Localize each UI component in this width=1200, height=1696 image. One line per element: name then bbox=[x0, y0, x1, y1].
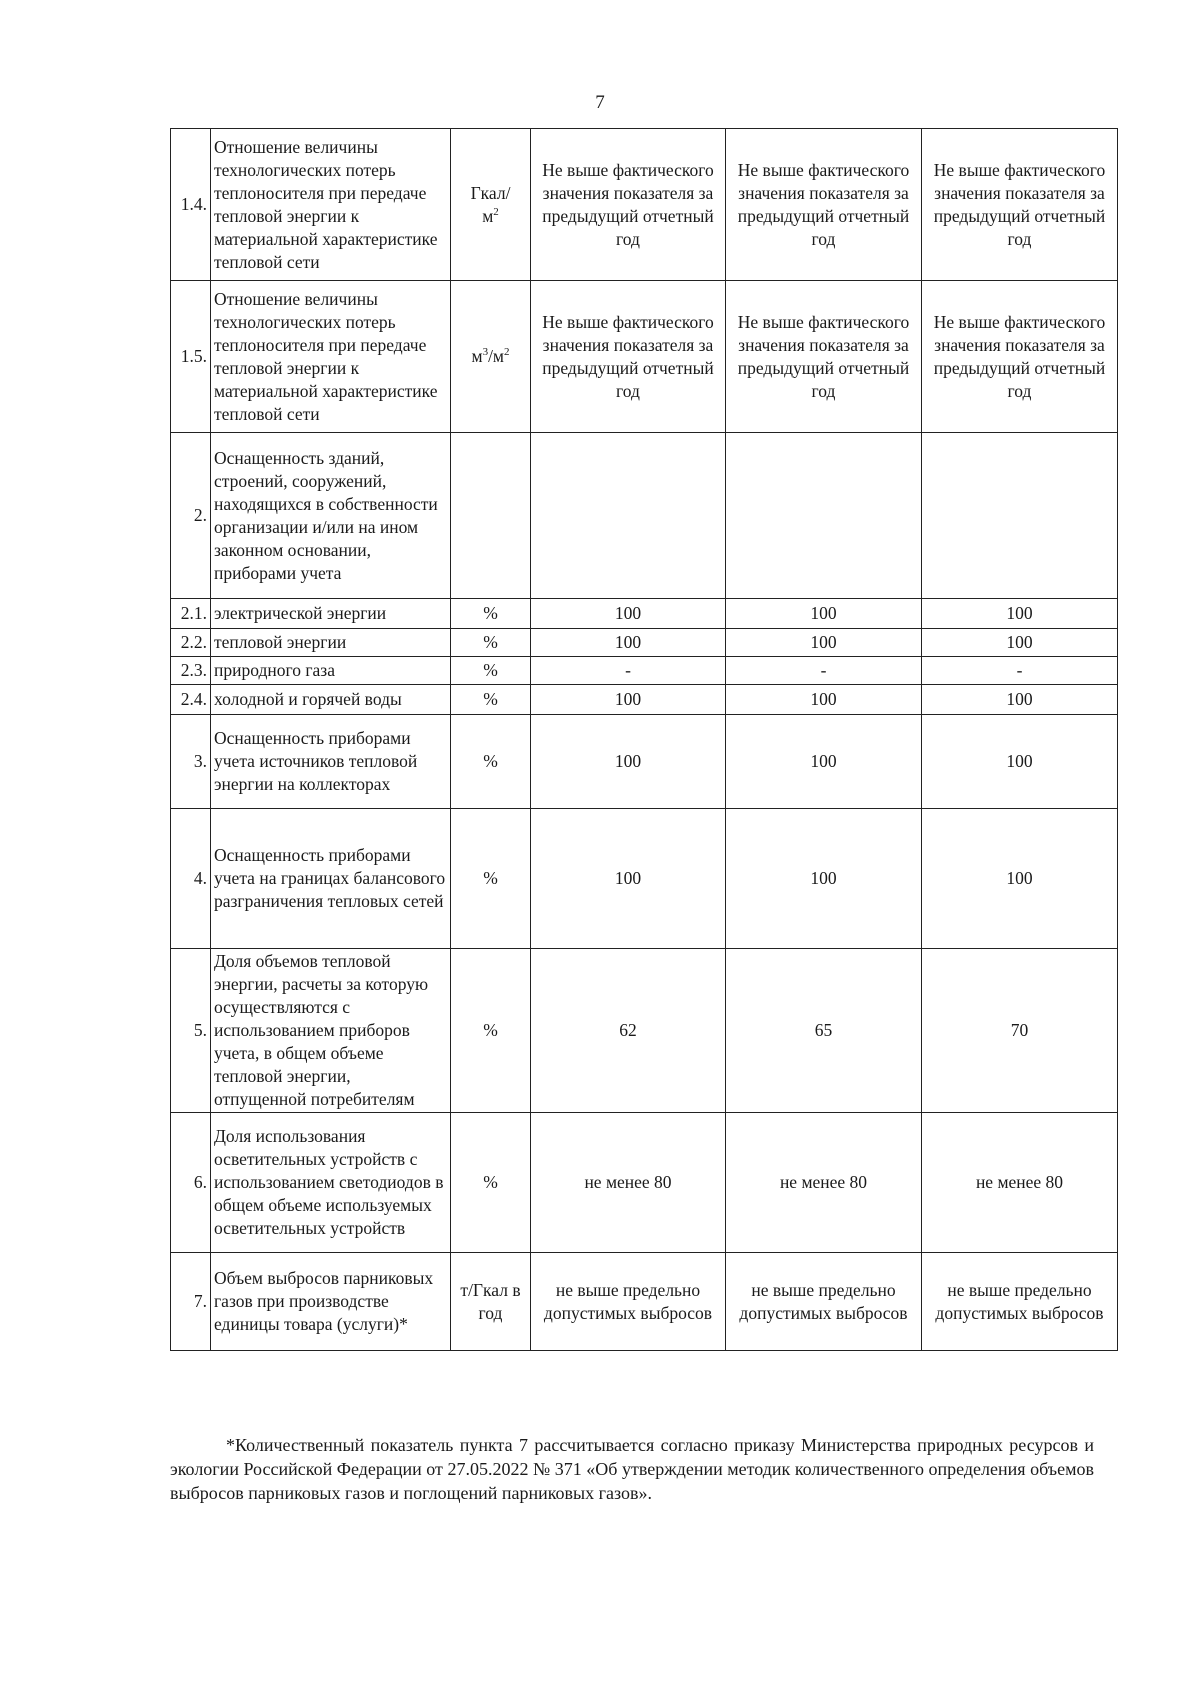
table-row bbox=[171, 685, 1118, 715]
value-year-1: 62 bbox=[531, 949, 726, 1113]
value-year-2: 100 bbox=[726, 629, 922, 657]
table-row bbox=[171, 1253, 1118, 1351]
value-year-3: 100 bbox=[922, 685, 1118, 715]
value-year-3: 70 bbox=[922, 949, 1118, 1113]
value-year-1: 100 bbox=[531, 809, 726, 949]
row-number: 2. bbox=[171, 433, 211, 599]
value-year-2: Не выше фактического значения показателя за предыдущий отчетный год bbox=[726, 281, 922, 433]
indicator-name: Отношение величины технологических потерь теплоносителя при передаче тепловой энергии к материальной характеристике тепловой сети bbox=[211, 281, 451, 433]
table-row bbox=[171, 1113, 1118, 1253]
value-year-1: - bbox=[531, 657, 726, 685]
value-year-2: 100 bbox=[726, 599, 922, 629]
table-row bbox=[171, 715, 1118, 809]
row-number: 2.1. bbox=[171, 599, 211, 629]
unit-cell: % bbox=[451, 1113, 531, 1253]
unit-cell bbox=[451, 281, 531, 433]
unit-cell: т/Гкал в год bbox=[451, 1253, 531, 1351]
row-number: 3. bbox=[171, 715, 211, 809]
table-row bbox=[171, 599, 1118, 629]
indicator-name: Оснащенность зданий, строений, сооружений, находящихся в собственности организации и/или на ином законном основании, приборами учета bbox=[211, 433, 451, 599]
value-year-3: Не выше фактического значения показателя за предыдущий отчетный год bbox=[922, 129, 1118, 281]
value-year-1 bbox=[531, 433, 726, 599]
table-row bbox=[171, 281, 1118, 433]
value-year-3: - bbox=[922, 657, 1118, 685]
value-year-3: не менее 80 bbox=[922, 1113, 1118, 1253]
value-year-2: Не выше фактического значения показателя за предыдущий отчетный год bbox=[726, 129, 922, 281]
unit-cell: % bbox=[451, 657, 531, 685]
value-year-1: не менее 80 bbox=[531, 1113, 726, 1253]
table-row bbox=[171, 657, 1118, 685]
value-year-3: не выше предельно допустимых выбросов bbox=[922, 1253, 1118, 1351]
value-year-3: 100 bbox=[922, 599, 1118, 629]
row-number: 5. bbox=[171, 949, 211, 1113]
value-year-2 bbox=[726, 433, 922, 599]
value-year-3: Не выше фактического значения показателя за предыдущий отчетный год bbox=[922, 281, 1118, 433]
table-row bbox=[171, 809, 1118, 949]
unit-superscript: 2 bbox=[504, 346, 510, 359]
value-year-2: 100 bbox=[726, 685, 922, 715]
unit-cell: % bbox=[451, 715, 531, 809]
row-number: 1.5. bbox=[171, 281, 211, 433]
value-year-2: не менее 80 bbox=[726, 1113, 922, 1253]
value-year-3: 100 bbox=[922, 629, 1118, 657]
value-year-1: не выше предельно допустимых выбросов bbox=[531, 1253, 726, 1351]
value-year-2: 100 bbox=[726, 809, 922, 949]
indicator-name: Оснащенность приборами учета на границах балансового разграничения тепловых сетей bbox=[211, 809, 451, 949]
table-row bbox=[171, 629, 1118, 657]
value-year-3 bbox=[922, 433, 1118, 599]
unit-cell bbox=[451, 129, 531, 281]
value-year-1: Не выше фактического значения показателя за предыдущий отчетный год bbox=[531, 129, 726, 281]
page-number: 7 bbox=[595, 92, 605, 113]
row-number: 6. bbox=[171, 1113, 211, 1253]
indicator-name: Доля использования осветительных устройств с использованием светодиодов в общем объеме используемых осветительных устройств bbox=[211, 1113, 451, 1253]
value-year-1: 100 bbox=[531, 715, 726, 809]
value-year-2: - bbox=[726, 657, 922, 685]
unit-text: /м bbox=[488, 346, 504, 366]
footnote: *Количественный показатель пункта 7 рассчитывается согласно приказу Министерства природных ресурсов и экологии Российской Федерации от 27.05.2022 № 371 «Об утверждении методик количественного определения объемов выбросов парниковых газов и поглощений парниковых газов». bbox=[170, 1435, 1094, 1503]
indicators-table bbox=[170, 128, 1118, 1351]
unit-cell bbox=[451, 433, 531, 599]
value-year-3: 100 bbox=[922, 809, 1118, 949]
indicator-name: холодной и горячей воды bbox=[211, 685, 451, 715]
unit-cell: % bbox=[451, 949, 531, 1113]
indicator-name: Объем выбросов парниковых газов при производстве единицы товара (услуги)* bbox=[211, 1253, 451, 1351]
unit-cell: % bbox=[451, 629, 531, 657]
table-row bbox=[171, 433, 1118, 599]
row-number: 2.3. bbox=[171, 657, 211, 685]
row-number: 4. bbox=[171, 809, 211, 949]
row-number: 2.2. bbox=[171, 629, 211, 657]
value-year-1: 100 bbox=[531, 629, 726, 657]
unit-text: Гкал/ bbox=[470, 182, 511, 203]
value-year-3: 100 bbox=[922, 715, 1118, 809]
table-row bbox=[171, 129, 1118, 281]
value-year-2: не выше предельно допустимых выбросов bbox=[726, 1253, 922, 1351]
row-number: 7. bbox=[171, 1253, 211, 1351]
indicator-name: природного газа bbox=[211, 657, 451, 685]
value-year-1: 100 bbox=[531, 599, 726, 629]
unit-cell: % bbox=[451, 599, 531, 629]
row-number: 1.4. bbox=[171, 129, 211, 281]
indicator-name: Оснащенность приборами учета источников тепловой энергии на коллекторах bbox=[211, 715, 451, 809]
indicator-name: Отношение величины технологических потерь теплоносителя при передаче тепловой энергии к материальной характеристике тепловой сети bbox=[211, 129, 451, 281]
indicator-name: тепловой энергии bbox=[211, 629, 451, 657]
unit-cell: % bbox=[451, 809, 531, 949]
unit-text: м bbox=[471, 346, 483, 366]
value-year-2: 100 bbox=[726, 715, 922, 809]
value-year-1: Не выше фактического значения показателя за предыдущий отчетный год bbox=[531, 281, 726, 433]
unit-text: м bbox=[482, 205, 494, 226]
row-number: 2.4. bbox=[171, 685, 211, 715]
unit-superscript: 3 bbox=[482, 346, 489, 359]
unit-cell: % bbox=[451, 685, 531, 715]
value-year-2: 65 bbox=[726, 949, 922, 1113]
table-row bbox=[171, 949, 1118, 1113]
unit-superscript: 2 bbox=[493, 205, 499, 218]
indicator-name: электрической энергии bbox=[211, 599, 451, 629]
value-year-1: 100 bbox=[531, 685, 726, 715]
indicator-name: Доля объемов тепловой энергии, расчеты за которую осуществляются с использованием приборов учета, в общем объеме тепловой энергии, отпущенной потребителям bbox=[211, 949, 451, 1113]
